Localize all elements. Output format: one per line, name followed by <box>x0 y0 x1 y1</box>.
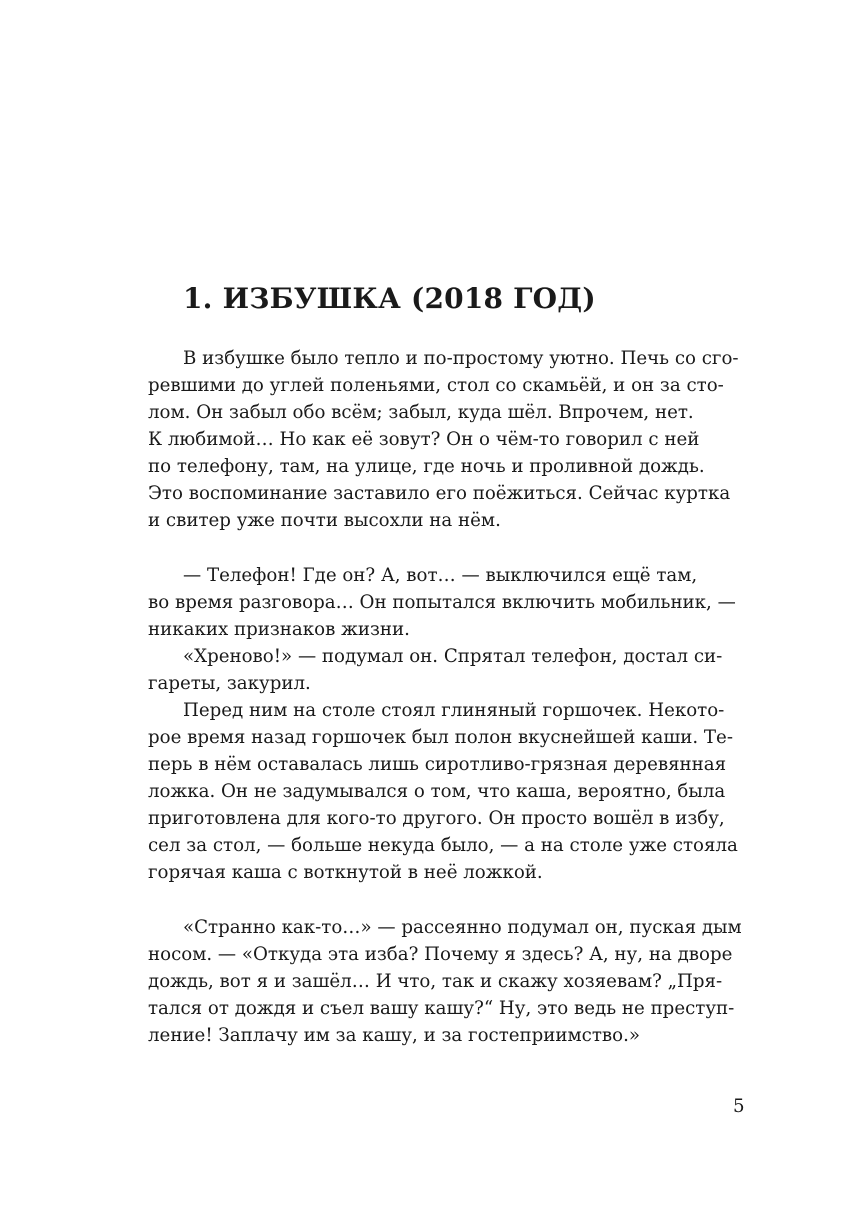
text-line: по телефону, там, на улице, где ночь и проливной дождь. <box>148 456 705 477</box>
text-line: во время разговора… Он попытался включить мобильник, — <box>148 592 736 613</box>
text-line: носом. — «Откуда эта изба? Почему я здесь? А, ну, на дворе <box>148 944 733 965</box>
text-line: и свитер уже почти высохли на нём. <box>148 510 501 531</box>
text-line: Это воспоминание заставило его поёжиться. Сейчас куртка <box>148 483 731 504</box>
text-line: ложка. Он не задумывался о том, что каша, вероятно, была <box>148 781 726 802</box>
text-line: ление! Заплачу им за кашу, и за гостеприимство.» <box>148 1025 641 1046</box>
text-line: перь в нём оставалась лишь сиротливо-грязная деревянная <box>148 754 727 775</box>
text-line: тался от дождя и съел вашу кашу?“ Ну, это ведь не преступ- <box>148 998 735 1019</box>
text-line: В избушке было тепло и по-простому уютно. Печь со сго- <box>183 348 739 369</box>
chapter-title: 1. ИЗБУШКА (2018 ГОД) <box>183 282 596 315</box>
text-line: приготовлена для кого-то другого. Он просто вошёл в избу, <box>148 808 725 829</box>
text-line: — Телефон! Где он? А, вот… — выключился ещё там, <box>183 565 698 586</box>
text-line: лом. Он забыл обо всём; забыл, куда шёл. Впрочем, нет. <box>148 402 694 423</box>
text-line: «Хреново!» — подумал он. Спрятал телефон, достал си- <box>183 646 723 667</box>
text-line: дождь, вот я и зашёл… И что, так и скажу хозяевам? „Пря- <box>148 971 723 992</box>
text-line: сел за стол, — больше некуда было, — а на столе уже стояла <box>148 835 738 856</box>
text-line: ревшими до углей поленьями, стол со скамьёй, и он за сто- <box>148 375 724 396</box>
text-line: «Странно как-то…» — рассеянно подумал он, пуская дым <box>183 917 742 938</box>
text-line: горячая каша с воткнутой в неё ложкой. <box>148 862 543 883</box>
text-line: рое время назад горшочек был полон вкуснейшей каши. Те- <box>148 727 733 748</box>
page-number: 5 <box>733 1096 745 1117</box>
text-line: К любимой… Но как её зовут? Он о чём-то говорил с ней <box>148 429 700 450</box>
text-line: никаких признаков жизни. <box>148 619 410 640</box>
text-line: гареты, закурил. <box>148 673 311 694</box>
text-line: Перед ним на столе стоял глиняный горшочек. Некото- <box>183 700 725 721</box>
